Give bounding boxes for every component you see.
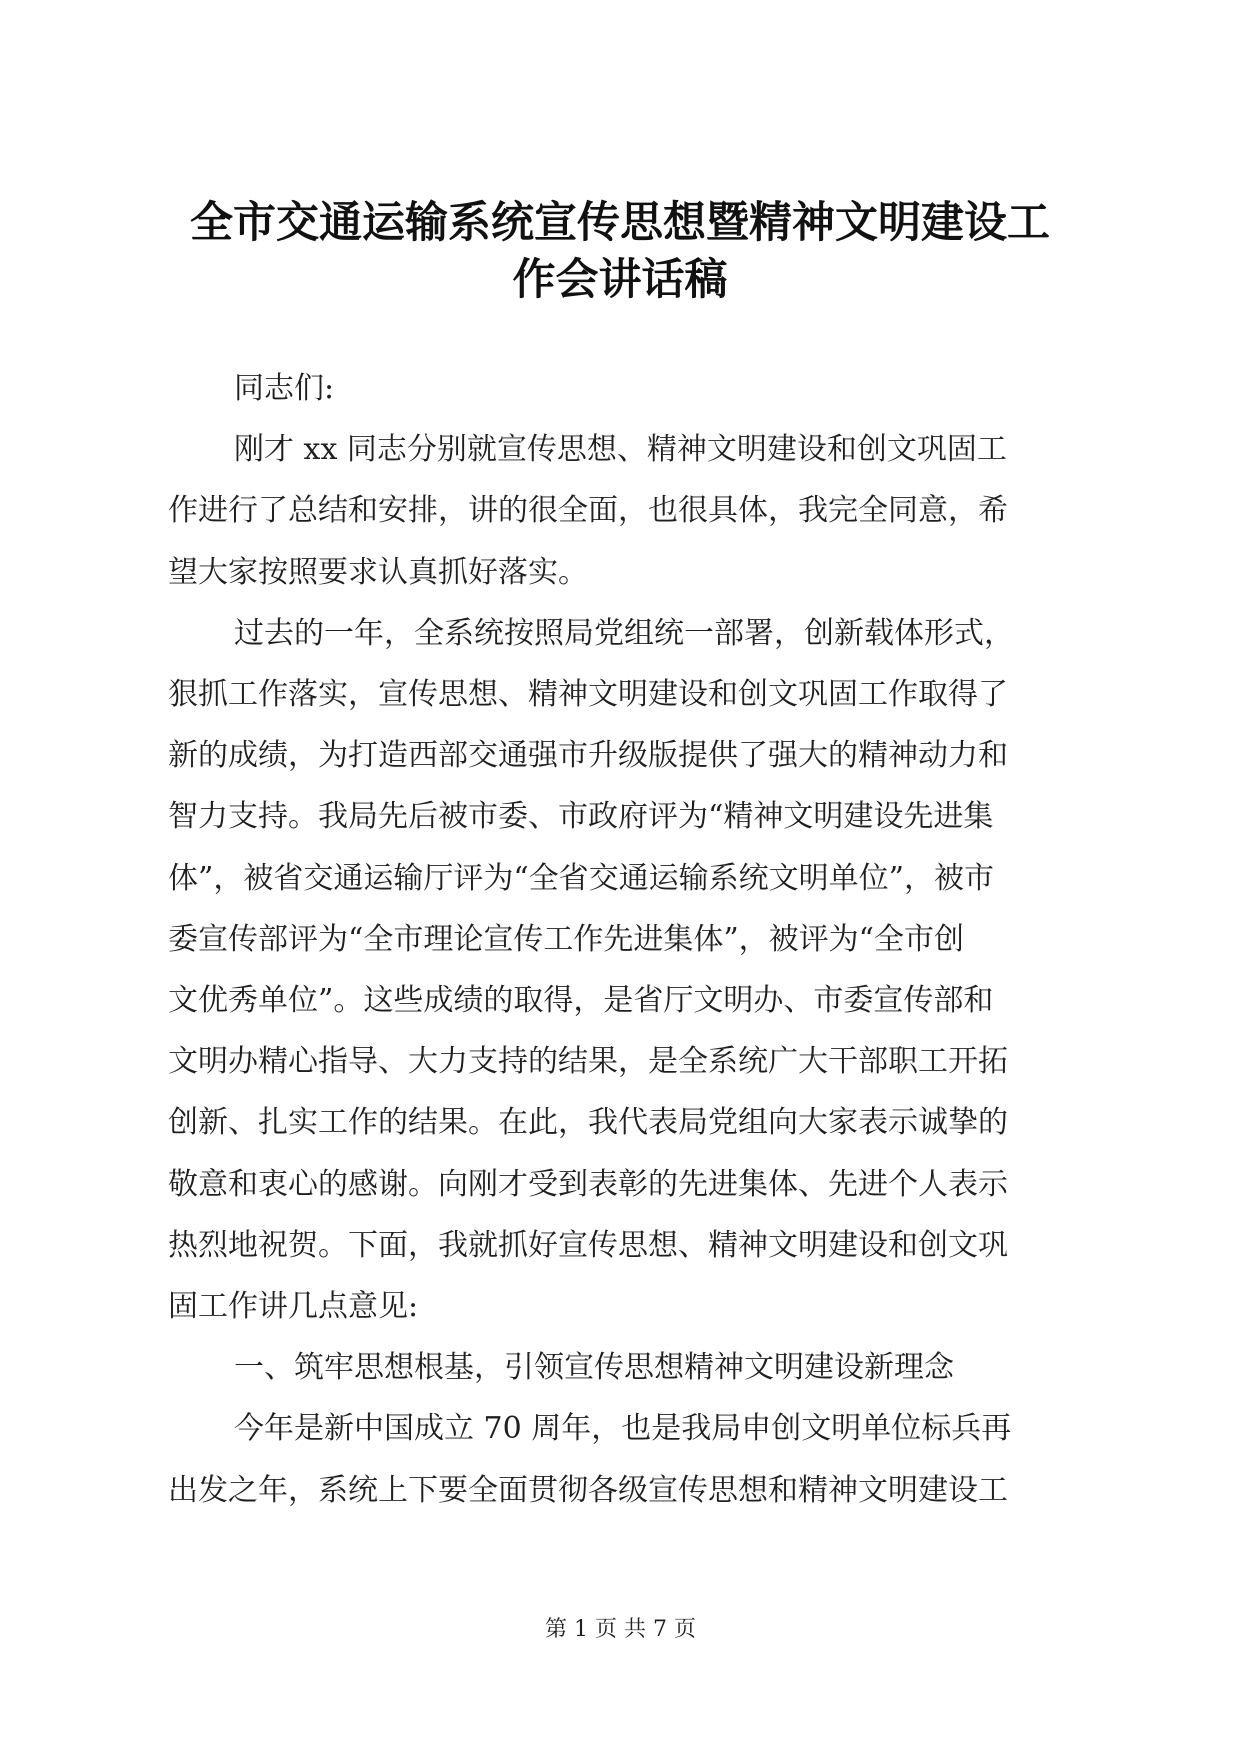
text-line: 智力支持。我局先后被市委、市政府评为“精神文明建设先进集 [168, 799, 994, 835]
text-line: 狠抓工作落实，宣传思想、精神文明建设和创文巩固工作取得了 [168, 677, 1008, 713]
text-line: 出发之年，系统上下要全面贯彻各级宣传思想和精神文明建设工 [168, 1472, 1008, 1508]
title-line-2: 作会讲话稿 [512, 255, 728, 305]
text-line: 刚才 xx 同志分别就宣传思想、精神文明建设和创文巩固工 [234, 432, 1007, 468]
document-title [150, 195, 1090, 309]
section-heading-1 [168, 1337, 1088, 1398]
text-line: 热烈地祝贺。下面，我就抓好宣传思想、精神文明建设和创文巩 [168, 1227, 1008, 1263]
text-line: 固工作讲几点意见: [168, 1289, 419, 1325]
text-line: 作进行了总结和安排，讲的很全面，也很具体，我完全同意，希 [168, 493, 1008, 529]
text-line: 委宣传部评为“全市理论宣传工作先进集体”，被评为“全市创 [168, 921, 965, 957]
text-line: 体”，被省交通运输厅评为“全省交通运输系统文明单位”，被市 [168, 860, 995, 896]
page-number-footer: 第 1 页 共 7 页 [545, 1617, 696, 1642]
title-line-1: 全市交通运输系统宣传思想暨精神文明建设工 [190, 198, 1050, 248]
text-line: 过去的一年，全系统按照局党组统一部署，创新载体形式， [234, 615, 1014, 651]
paragraph-opening [168, 419, 1088, 603]
text-line: 文优秀单位”。这些成绩的取得，是省厅文明办、市委宣传部和 [168, 983, 994, 1019]
document-body [168, 358, 1088, 1521]
text-line: 望大家按照要求认真抓好落实。 [168, 554, 588, 590]
text-line: 同志们: [234, 371, 335, 406]
text-line: 创新、扎实工作的结果。在此，我代表局党组向大家表示诚挚的 [168, 1105, 1008, 1141]
text-line: 一、筑牢思想根基，引领宣传思想精神文明建设新理念 [234, 1350, 954, 1386]
paragraph-section-1 [168, 1398, 1088, 1520]
text-line: 文明办精心指导、大力支持的结果，是全系统广大干部职工开拓 [168, 1044, 1008, 1080]
text-line: 敬意和衷心的感谢。向刚才受到表彰的先进集体、先进个人表示 [168, 1166, 1008, 1202]
paragraph-review [168, 603, 1088, 1337]
text-line: 今年是新中国成立 70 周年，也是我局申创文明单位标兵再 [234, 1411, 1012, 1447]
text-line: 新的成绩，为打造西部交通强市升级版提供了强大的精神动力和 [168, 738, 1008, 774]
paragraph-salutation [168, 358, 1088, 419]
